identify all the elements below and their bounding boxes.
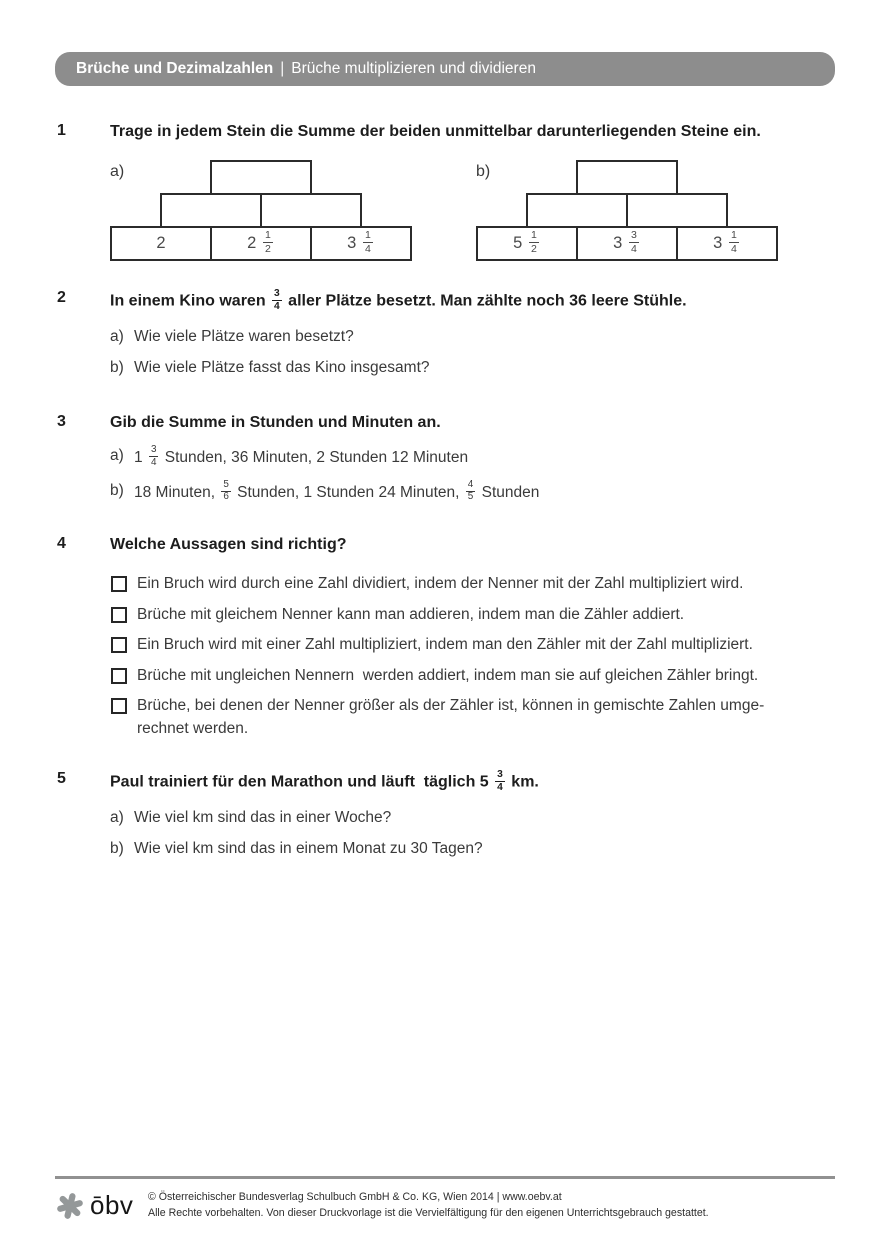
sub-item-a [110,327,835,346]
fraction-denominator: 2 [530,242,537,255]
text-run: Brüche, bei denen der Nenner größer als der Zähler ist, können in gemischte Zahlen umge- [137,697,765,715]
pyramid-label: b) [476,163,491,181]
fraction [629,230,639,255]
copyright-line-1: © Österreichischer Bundesverlag Schulbuch GmbH & Co. KG, Wien 2014 | www.oebv.at [148,1191,562,1204]
text-run: Stunden, 1 Stunden 24 Minuten, [232,483,464,501]
footer-copyright [148,1190,709,1221]
fraction-denominator: 2 [264,242,271,255]
pyramid-row [110,160,835,261]
exercise-title [110,122,835,141]
exercise-content [110,122,835,261]
titlebar-topic: Brüche multiplizieren und dividieren [291,60,536,77]
checkbox[interactable] [111,607,127,623]
exercise-2 [55,289,835,377]
checkbox[interactable] [111,698,127,714]
fraction-numerator: 1 [730,229,737,242]
checkbox-item [110,665,835,687]
checkbox-item [110,695,835,740]
pyramid-level-3 [476,226,778,261]
fraction-numerator: 5 [221,480,231,492]
pyramid-cell-empty[interactable] [160,193,262,228]
sub-item-text [134,478,540,504]
number-pyramid [110,160,412,261]
text-run: 1 [134,449,147,467]
sub-item-list [110,446,835,504]
pyramid-cell-value [310,226,412,261]
sub-item-a [110,808,835,827]
checkbox-item [110,604,835,626]
sub-item-label: b) [110,358,124,376]
fraction-denominator: 5 [467,491,474,503]
text-run: Wie viele Plätze waren besetzt? [134,328,354,346]
fraction-denominator: 4 [630,242,637,255]
pyramid-cell-value [576,226,678,261]
fraction-numerator: 3 [274,288,280,300]
text-run: Paul trainiert für den Marathon und läuft täglich 5 [110,773,494,791]
fraction [363,230,373,255]
text-run: 3 [713,234,727,253]
sub-item-text [134,327,354,346]
fraction-numerator: 1 [264,229,271,242]
exercise-number: 5 [57,770,66,788]
checkbox-label [137,573,743,595]
fraction [272,288,282,312]
footer-divider [55,1176,835,1179]
exercise-number: 3 [57,413,66,431]
text-run: In einem Kino waren [110,292,271,310]
pyramid-cell-value [210,226,312,261]
pyramid-level-2 [160,193,362,228]
number-pyramid [476,160,778,261]
text-run: 3 [347,234,361,253]
checkbox-label [137,665,758,687]
exercise-title [110,770,835,794]
text-run: 3 [613,234,627,253]
exercise-number: 4 [57,535,66,553]
sub-item-text [134,808,391,827]
sub-item-list [110,327,835,377]
fraction-denominator: 4 [730,242,737,255]
text-run: 2 [156,234,166,253]
sub-item-label: b) [110,481,124,499]
exercise-number: 1 [57,122,66,139]
checkbox-label [137,695,764,740]
sub-item-text [134,839,483,858]
text-run: 5 [513,234,527,253]
exercise-content [110,770,835,858]
text-run: rechnet werden. [137,719,249,737]
exercise-4 [55,535,835,740]
checkbox[interactable] [111,668,127,684]
text-run: 2 [247,234,261,253]
titlebar-chapter: Brüche und Dezimalzahlen [76,60,274,77]
checkbox-item [110,634,835,656]
pyramid-cell-empty[interactable] [210,160,312,195]
pyramid-label: a) [110,163,125,181]
fraction-denominator: 4 [150,456,157,468]
fraction-denominator: 4 [274,301,280,313]
text-run: Wie viel km sind das in einem Monat zu 30 Tagen? [134,839,483,857]
text-run: Stunden [477,483,540,501]
sub-item-label: a) [110,447,124,465]
exercise-content [110,413,835,504]
pyramid-cell-empty[interactable] [526,193,628,228]
fraction [729,230,739,255]
pyramid-cell-empty[interactable] [626,193,728,228]
text-run: Wie viele Plätze fasst das Kino insgesamt? [134,358,430,376]
pyramid-b [476,160,778,261]
checkbox-label [137,604,684,626]
footer [55,1190,835,1221]
pyramid-cell-empty[interactable] [576,160,678,195]
text-run: Brüche mit ungleichen Nennern werden addiert, indem man sie auf gleichen Zähler bringt. [137,666,759,684]
text-run: Stunden, 36 Minuten, 2 Stunden 12 Minuten [160,449,469,467]
sub-item-b [110,358,835,377]
fraction-numerator: 1 [364,229,371,242]
text-run: Ein Bruch wird mit einer Zahl multipliziert, indem man den Zähler mit der Zahl multipliziert. [137,636,753,654]
fraction [149,445,159,468]
copyright-line-2: Alle Rechte vorbehalten. Von dieser Druckvorlage ist die Vervielfältigung für den eigenen Unterrichtsgebrauch gestattet. [148,1206,709,1219]
pyramid-level-2 [526,193,728,228]
sub-item-label: a) [110,809,124,827]
exercise-list [55,86,835,858]
pyramid-cell-value [676,226,778,261]
text-run: Welche Aussagen sind richtig? [110,536,347,554]
fraction-denominator: 4 [497,782,503,794]
sub-item-a [110,446,835,469]
fraction [221,480,231,503]
exercise-title [110,413,835,432]
checkbox-label [137,634,753,656]
pyramid-a [110,160,412,261]
exercise-content [110,535,835,740]
fraction [263,230,273,255]
fraction-denominator: 4 [364,242,371,255]
pyramid-cell-value [110,226,212,261]
checkbox-item [110,573,835,595]
sub-item-label: a) [110,328,124,346]
sub-item-label: b) [110,839,124,857]
text-run: Wie viel km sind das in einer Woche? [134,809,392,827]
pyramid-level-1 [576,160,678,195]
pyramid-cell-value [476,226,578,261]
text-run: km. [506,773,539,791]
text-run: 18 Minuten, [134,483,220,501]
pyramid-level-3 [110,226,412,261]
fraction [466,480,476,503]
checkbox-list [110,573,835,740]
exercise-5 [55,770,835,858]
exercise-number: 2 [57,289,66,307]
exercise-3 [55,413,835,504]
fraction-numerator: 3 [149,445,159,457]
exercise-content [110,289,835,377]
sub-item-text [134,358,430,377]
fraction [495,769,505,793]
exercise-title [110,289,835,313]
obv-star-icon [55,1191,85,1221]
text-run: Trage in jedem Stein die Summe der beiden unmittelbar darunterliegenden Steine ein. [110,123,761,140]
fraction-numerator: 1 [530,229,537,242]
exercise-title [110,535,835,554]
text-run: Brüche mit gleichem Nenner kann man addieren, indem man die Zähler addiert. [137,605,685,623]
checkbox[interactable] [111,576,127,592]
fraction-denominator: 6 [223,491,229,503]
text-run: Ein Bruch wird durch eine Zahl dividiert, indem der Nenner mit der Zahl multipliziert wird. [137,575,744,593]
checkbox[interactable] [111,637,127,653]
fraction-numerator: 4 [466,480,476,492]
worksheet-titlebar [55,52,835,86]
pyramid-level-1 [210,160,312,195]
fraction-numerator: 3 [630,229,637,242]
sub-item-text [134,446,468,469]
sub-item-list [110,808,835,858]
text-run: aller Plätze besetzt. Man zählte noch 36 leere Stühle. [283,292,687,310]
exercise-1 [55,122,835,261]
fraction [529,230,539,255]
publisher-logo [55,1190,148,1221]
pyramid-cell-empty[interactable] [260,193,362,228]
fraction-numerator: 3 [497,769,503,781]
sub-item-b [110,478,835,504]
obv-logo-text: ōbv [90,1190,134,1220]
sub-item-b [110,839,835,858]
text-run: Gib die Summe in Stunden und Minuten an. [110,414,441,432]
titlebar-separator: | [280,60,285,77]
